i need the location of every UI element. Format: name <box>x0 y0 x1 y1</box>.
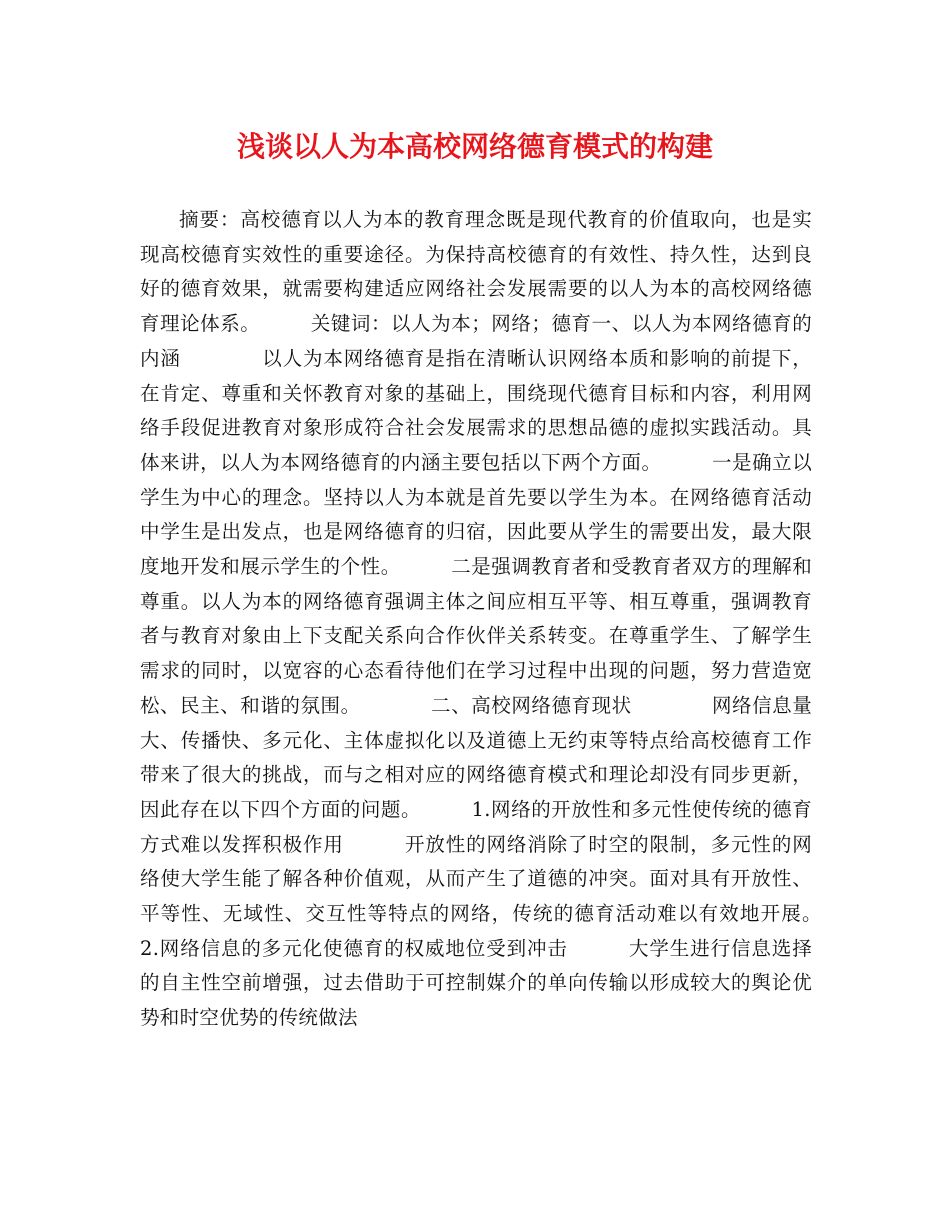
document-body-paragraph: 摘要：高校德育以人为本的教育理念既是现代教育的价值取向，也是实现高校德育实效性的重要途径。为保持高校德育的有效性、持久性，达到良好的德育效果，就需要构建适应网络社会发展需要的以人为本的高校网络德育理论体系。 关键词：以人为本；网络；德育一、以人为本网络德育的内涵 以人为本网络德育是指在清晰认识网络本质和影响的前提下，在肯定、尊重和关怀教育对象的基础上，围绕现代德育目标和内容，利用网络手段促进教育对象形成符合社会发展需求的思想品德的虚拟实践活动。具体来讲，以人为本网络德育的内涵主要包括以下两个方面。 一是确立以学生为中心的理念。坚持以人为本就是首先要以学生为本。在网络德育活动中学生是出发点，也是网络德育的归宿，因此要从学生的需要出发，最大限度地开发和展示学生的个性。 二是强调教育者和受教育者双方的理解和尊重。以人为本的网络德育强调主体之间应相互平等、相互尊重，强调教育者与教育对象由上下支配关系向合作伙伴关系转变。在尊重学生、了解学生需求的同时，以宽容的心态看待他们在学习过程中出现的问题，努力营造宽松、民主、和谐的氛围。 二、高校网络德育现状 网络信息量大、传播快、多元化、主体虚拟化以及道德上无约束等特点给高校德育工作带来了很大的挑战，而与之相对应的网络德育模式和理论却没有同步更新，因此存在以下四个方面的问题。 1.网络的开放性和多元性使传统的德育方式难以发挥积极作用 开放性的网络消除了时空的限制，多元性的网络使大学生能了解各种价值观，从而产生了道德的冲突。面对具有开放性、平等性、无域性、交互性等特点的网络，传统的德育活动难以有效地开展。 2.网络信息的多元化使德育的权威地位受到冲击 大学生进行信息选择的自主性空前增强，过去借助于可控制媒介的单向传输以形成较大的舆论优势和时空优势的传统做法 <box>140 208 872 1030</box>
document-title: 浅谈以人为本高校网络德育模式的构建 <box>236 130 713 163</box>
